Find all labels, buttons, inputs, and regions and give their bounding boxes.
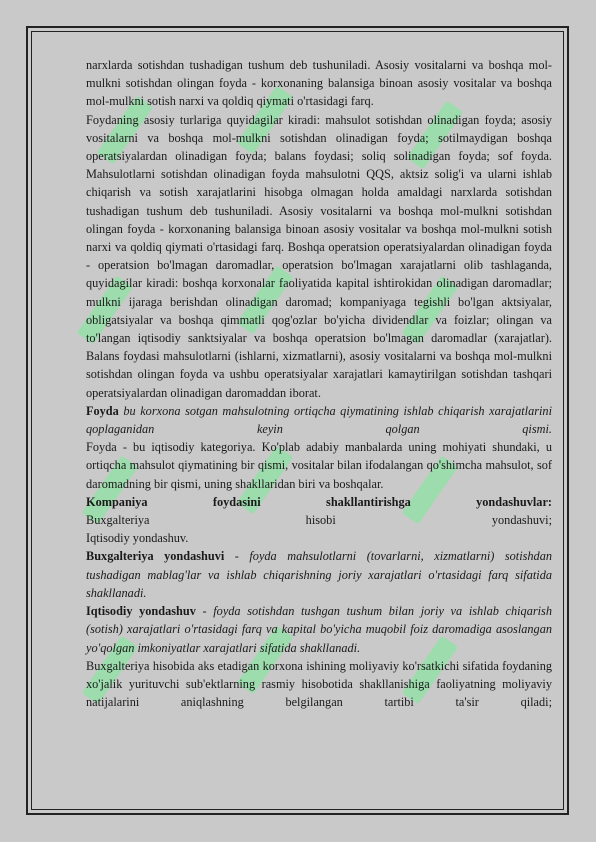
approach-economic: Iqtisodiy yondashuv. bbox=[86, 531, 189, 546]
document-body bbox=[86, 56, 552, 711]
heading-approaches: Kompaniya foydasini shakllantirishga yondashuvlar: bbox=[86, 494, 552, 509]
paragraph-3 bbox=[86, 402, 552, 438]
paragraph-2: Foydaning asosiy turlariga quyidagilar kiradi: mahsulot sotishdan olinadigan foyda; asosiy vositalarni va boshqa mol-mulkni sotishdan olinadigan foyda; sotilmaydigan boshqa operatsiyalardan olinadigan foyda; balans foydasi; soliq solinadigan foyda; sof foyda. Mahsulotlarni sotishdan olinadigan foyda mahsulotni QQS, aktsiz solig'i va ularni ishlab chiqarish va sotish xarajatlarini hisobga olmagan holda amaldagi narxlarda sotishdan tushadigan tushum deb tushuniladi. Asosiy vositalarni va boshqa mol-mulkni sotishdan olingan foyda - korxonaning balansiga binoan asosiy vositalar va boshqa mol-mulkni sotish narxi va qoldiq qiymati o'rtasidagi farq. Boshqa operatsion operatsiyalardan olinadigan foyda - operatsion bo'lmagan daromadlar, operatsion bo'lmagan xarajatlarni olib tashlaganda, quyidagilar kiradi: boshqa korxonalar faoliyatida kapital ishtirokidan olinadigan daromadlar; mulkni ijaraga berishdan olinadigan daromad; kompaniyaga tegishli bo'lgan aktsiyalar, obligatsiyalar va boshqa qimmatli qog'ozlar bo'yicha dividendlar va foizlar; olingan va to'langan iqtisodiy sanktsiyalar va boshqa operatsion bo'lmagan daromadlar (xarajatlar). Balans foydasi mahsulotlarni (ishlarni, xizmatlarni), asosiy vositalarni va boshqa mol-mulkni sotishdan olingan foyda va ushbu operatsiyalar xarajatlari kamaytirilgan sotishdan tashqari operatsiyalardan olinadigan daromaddan iborat. bbox=[86, 112, 552, 400]
paragraph-1: narxlarda sotishdan tushadigan tushum deb tushuniladi. Asosiy vositalarni va boshqa mol-mulkni sotishdan olingan foyda - korxonaning balansiga binoan asosiy vositalar va boshqa mol-mulkni sotish narxi va qoldiq qiymati o'rtasidagi farq. bbox=[86, 58, 552, 109]
paragraph-4: Foyda - bu iqtisodiy kategoriya. Ko'plab adabiy manbalarda uning mohiyati shundaki, u ortiqcha mahsulot qiymatining bir qismi, vositalar bilan ifodalangan qo'shimcha mahsulot, sof daromadning bir qismi, uning shakllaridan biri va boshqalar. bbox=[86, 440, 552, 491]
paragraph-accounting-approach: Buxgalteriya yondashuvi - foyda mahsulotlarni (tovarlarni, xizmatlarni) sotishdan tushadigan mablag'lar va ishlab chiqarishning joriy xarajatlari o'rtasidagi farq sifatida shakllanadi. bbox=[86, 549, 552, 600]
approach-accounting: Buxgalteriya hisobi yondashuvi; bbox=[86, 513, 552, 528]
term-foyda: Foyda bbox=[86, 403, 119, 418]
paragraph-economic-approach: Iqtisodiy yondashuv - foyda sotishdan tushgan tushum bilan joriy va ishlab chiqarish (sotish) xarajatlari o'rtasidagi farq va kapital bo'yicha muqobil foiz daromadiga asoslangan yo'qolgan imkoniyatlar xarajatlari sifatida shakllanadi. bbox=[86, 604, 552, 655]
definition-foyda: bu korxona sotgan mahsulotning ortiqcha qiymatining ishlab chiqarish xarajatlarini qoplaganidan keyin qolgan qismi. bbox=[86, 403, 552, 437]
paragraph-10: Buxgalteriya hisobida aks etadigan korxona ishining moliyaviy ko'rsatkichi sifatida foydaning xo'jalik yurituvchi sub'ektlarning rasmiy hisobotida shakllanishiga faoliyatning moliyaviy natijalarini aniqlashning belgilangan tartibi ta'sir qiladi; bbox=[86, 658, 552, 710]
